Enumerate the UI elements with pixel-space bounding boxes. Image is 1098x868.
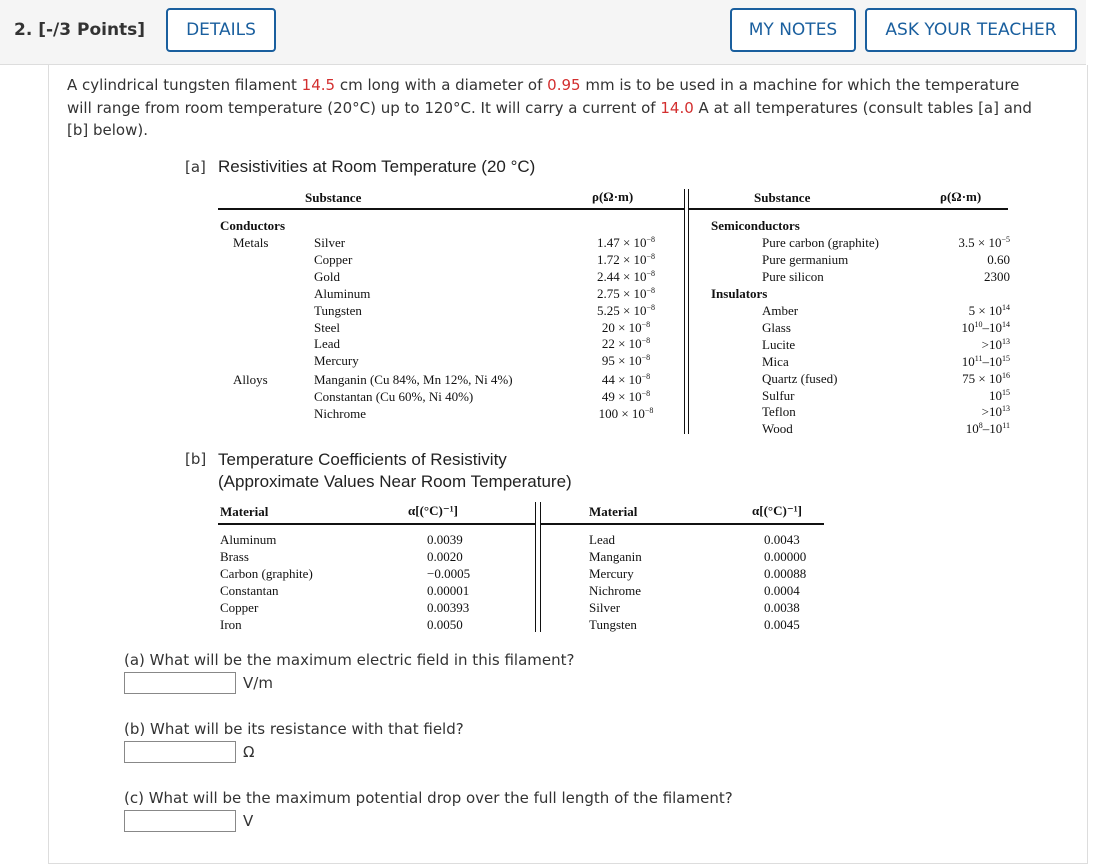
part-c-question: (c) What will be the maximum potential drop over the full length of the filament? [124,789,733,807]
semiconductors-list [762,235,879,286]
metals-label: Metals [233,235,269,250]
insulator-rho: $75 \times 10^{16}$ [962,370,1010,386]
material-name: Tungsten [589,616,637,632]
left-materials-list [220,532,313,633]
semiconductor-name: Pure germanium [762,251,849,267]
col-rho-header-right: ρ(Ω·m) [940,189,982,204]
part-c-unit: V [243,812,254,830]
material-alpha: 0.0004 [764,582,800,598]
question-text-part: A cylindrical tungsten filament [67,76,302,94]
part-b-question: (b) What will be its resistance with that field? [124,720,464,738]
question-points-label: 2. [-/3 Points] [14,20,146,40]
given-length: 14.5 [301,76,336,94]
right-alpha-list [764,532,806,633]
question-text [67,74,1047,142]
metal-rho: $2.75 \times 10^{-8}$ [596,285,656,301]
col-rho-header: ρ(Ω·m) [592,189,634,204]
insulator-rho: $10^8-10^{11}$ [965,421,1010,437]
material-name: Copper [220,599,259,615]
alloy-name: Constantan (Cu 60%, Ni 40%) [314,388,474,404]
material-alpha: −0.0005 [427,565,471,581]
alloys-rho-list [584,372,668,423]
col-substance-header: Substance [305,190,362,205]
material-name: Brass [220,548,249,564]
insulator-name: Amber [762,303,799,318]
material-alpha: 0.00393 [427,599,470,615]
metal-rho: $20 \times 10^{-8}$ [601,319,651,335]
metal-rho: $95 \times 10^{-8}$ [601,353,651,369]
material-alpha: 0.0038 [764,599,800,615]
details-button[interactable]: DETAILS [166,8,276,52]
semiconductors-heading: Semiconductors [711,218,800,233]
given-current: 14.0 [660,98,694,117]
material-name: Iron [220,616,242,632]
insulator-name: Glass [762,319,791,335]
part-b-answer-input[interactable] [124,741,236,763]
semiconductor-rho: 2300 [984,268,1010,284]
material-name: Manganin [589,548,642,564]
divider [540,502,541,632]
part-a-unit: V/m [243,674,273,692]
material-alpha: 0.00001 [427,582,470,598]
material-alpha: 0.0045 [764,616,800,632]
metal-name: Gold [314,268,340,284]
semiconductor-rho: $3.5 \times 10^{-5}$ [958,235,1010,250]
insulator-rho: $5 \times 10^{14}$ [968,303,1010,318]
semiconductor-name: Pure carbon (graphite) [762,235,879,250]
col-material-header-right: Material [589,504,638,519]
rule [218,208,684,210]
insulator-name: Quartz (fused) [762,370,838,386]
metal-rho: $5.25 \times 10^{-8}$ [596,302,656,318]
given-diameter: 0.95 [547,76,581,94]
insulator-rho: $10^{15}$ [989,387,1010,403]
insulator-name: Sulfur [762,387,795,403]
material-name: Mercury [589,565,634,581]
semiconductor-name: Pure silicon [762,268,824,284]
table-b-title-line1: Temperature Coefficients of Resistivity [218,450,507,469]
insulators-list [762,303,837,438]
divider [535,502,536,632]
material-alpha: 0.00088 [764,565,807,581]
divider [688,189,689,434]
material-name: Silver [589,599,621,615]
metal-rho: $1.72 \times 10^{-8}$ [596,251,656,267]
alloy-rho: $44 \times 10^{-8}$ [601,372,651,387]
material-alpha: 0.0043 [764,532,800,547]
material-name: Constantan [220,582,279,598]
table-b-label: [b] [185,450,207,468]
col-material-header: Material [220,504,269,519]
rule [541,523,824,525]
insulator-name: Mica [762,353,789,369]
rule [218,523,536,525]
part-c-answer-input[interactable] [124,810,236,832]
alloy-rho: $49 \times 10^{-8}$ [601,388,651,404]
alloy-name: Manganin (Cu 84%, Mn 12%, Ni 4%) [314,372,513,387]
alloys-list [314,372,513,423]
question-text-part: mm is to be used in a machine for which the temperature will range from room temperature (20°C) up to 120°C. It will carry a current of [67,76,1020,117]
metal-name: Tungsten [314,302,362,318]
right-materials-list [589,532,642,633]
my-notes-button[interactable]: MY NOTES [730,8,856,52]
insulator-rho: $10^{11}-10^{15}$ [961,353,1010,369]
insulator-name: Lucite [762,336,796,352]
question-text-part: A at all temperatures (consult tables [a] and [b] below). [67,98,1032,139]
ask-your-teacher-button[interactable]: ASK YOUR TEACHER [865,8,1077,52]
metal-rho: $2.44 \times 10^{-8}$ [596,268,656,284]
material-alpha: 0.0050 [427,616,463,632]
table-a-label: [a] [185,158,206,176]
material-name: Carbon (graphite) [220,565,313,581]
metal-name: Copper [314,251,353,267]
insulators-rho-list [920,303,1010,438]
part-b-unit: Ω [243,743,255,761]
material-name: Nichrome [589,582,641,598]
material-alpha: 0.00000 [764,548,807,564]
metal-rho: $1.47 \times 10^{-8}$ [596,235,656,250]
insulator-rho: $>10^{13}$ [981,404,1010,420]
col-alpha-header: α[(°C)⁻¹] [408,503,458,518]
material-alpha: 0.0039 [427,532,463,547]
metals-list [314,235,370,370]
alloy-rho: $100 \times 10^{-8}$ [598,405,654,421]
col-alpha-header-right: α[(°C)⁻¹] [752,503,802,518]
material-name: Lead [589,532,615,547]
insulator-rho: $>10^{13}$ [981,336,1010,352]
alloys-label: Alloys [233,372,268,387]
metal-name: Silver [314,235,346,250]
material-alpha: 0.0020 [427,548,463,564]
metal-rho: $22 \times 10^{-8}$ [601,336,651,352]
material-name: Aluminum [220,532,277,547]
insulator-name: Teflon [762,404,796,420]
insulators-heading: Insulators [711,286,768,301]
metal-name: Aluminum [314,285,371,301]
metal-name: Steel [314,319,340,335]
alloy-name: Nichrome [314,405,366,421]
table-a-title: Resistivities at Room Temperature (20 °C) [218,157,536,176]
left-alpha-list [427,532,470,633]
table-b-title-line2: (Approximate Values Near Room Temperature) [218,472,572,491]
part-a-answer-input[interactable] [124,672,236,694]
conductors-heading: Conductors [220,218,286,233]
question-header [0,0,1086,65]
insulator-name: Wood [762,421,793,437]
question-text-part: cm long with a diameter of [335,76,548,94]
metal-name: Lead [314,336,340,352]
col-substance-header-right: Substance [754,190,811,205]
metal-name: Mercury [314,353,359,369]
divider [684,189,685,434]
insulator-rho: $10^{10}-10^{14}$ [961,319,1010,335]
semiconductor-rho: 0.60 [987,251,1010,267]
semiconductors-rho-list [920,235,1010,286]
rule [688,208,1008,210]
metals-rho-list [584,235,668,370]
part-a-question: (a) What will be the maximum electric field in this filament? [124,651,575,669]
